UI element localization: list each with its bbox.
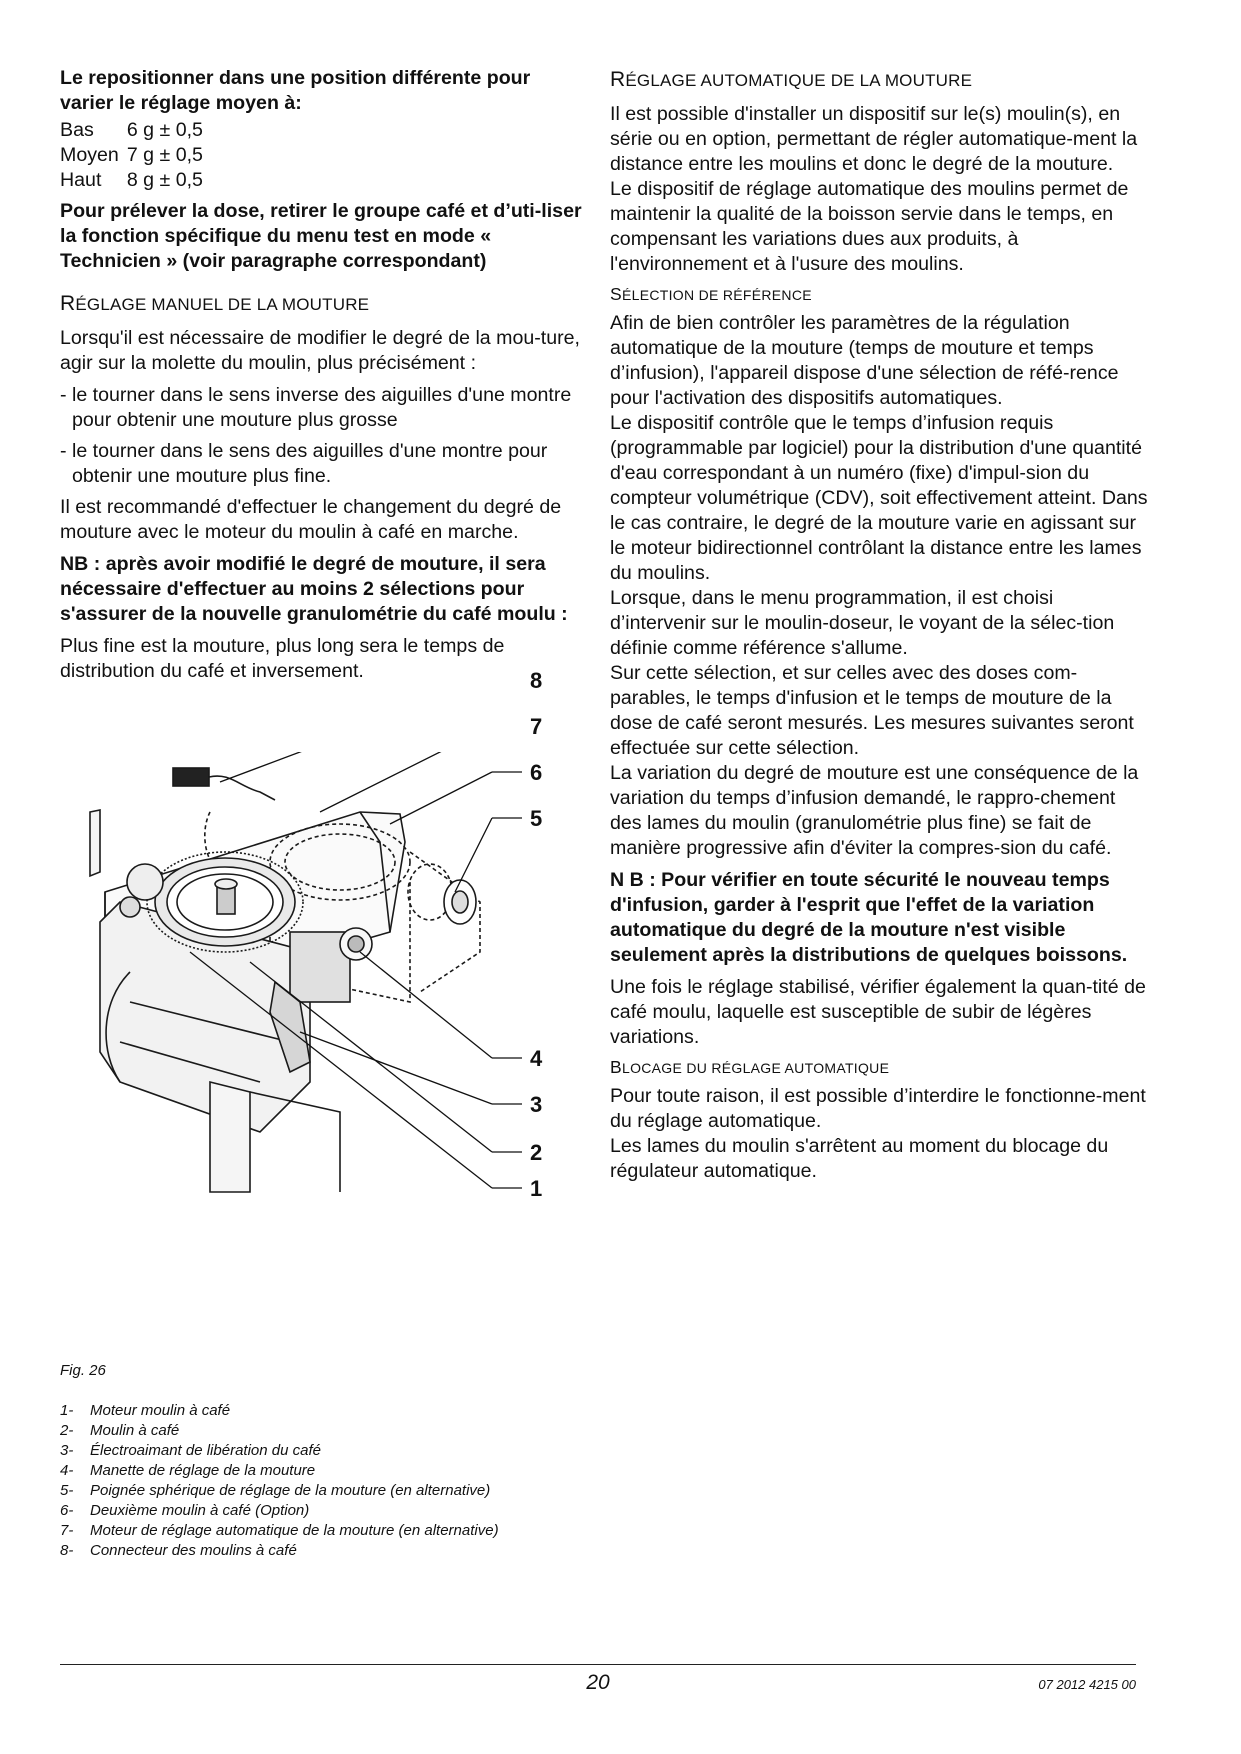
sel-p4: Sur cette sélection, et sur celles avec des doses com-parables, le temps d'infusion et le temps de mouture de la dose de café seront mesurés. Les mesures suivantes seront effectuée sur cette sélection. — [610, 662, 1134, 759]
dose-bold: Pour prélever la dose, retirer le groupe café et d’uti-liser la fonction spécifique du menu test en mode « Technicien » (voir paragraphe correspondant) — [60, 200, 582, 272]
weights-table — [60, 118, 211, 193]
callout-6: 6 — [530, 760, 543, 785]
auto-p2: Le dispositif de réglage automatique des moulins permet de maintenir la qualité de la boisson servie dans le temps, en compensant les variations dues aux produits, à l'environnement et à l'usure des moulins. — [610, 178, 1129, 275]
legend-item: 4- Manette de réglage de la mouture — [60, 1462, 316, 1479]
manual-heading: RÉGLAGE MANUEL DE LA MOUTURE — [60, 292, 370, 315]
stable-text: Une fois le réglage stabilisé, vérifier également la quan-tité de café moulu, laquelle est susceptible de subir de légères variations. — [610, 976, 1146, 1048]
sel-p1: Afin de bien contrôler les paramètres de la régulation automatique de la mouture (temps de mouture et temps d’infusion), l'appareil dispose d'une sélection de réfé-rence pour l'activation des dispositifs automatiques. — [610, 312, 1119, 409]
auto-heading: RÉGLAGE AUTOMATIQUE DE LA MOUTURE — [610, 68, 973, 91]
legend-item: 7- Moteur de réglage automatique de la mouture (en alternative) — [60, 1522, 499, 1539]
page-number: 20 — [586, 1671, 610, 1694]
callout-labels — [60, 652, 580, 1242]
document-reference: 07 2012 4215 00 — [1038, 1677, 1136, 1692]
block-p1: Pour toute raison, il est possible d’interdire le fonctionne-ment du réglage automatique. — [610, 1085, 1146, 1132]
callout-8: 8 — [530, 668, 543, 693]
page-footer — [60, 1664, 1136, 1694]
recommend-text: Il est recommandé d'effectuer le changement du degré de mouture avec le moteur du moulin à café en marche. — [60, 496, 562, 543]
callout-3: 3 — [530, 1092, 543, 1117]
finer-text: Plus fine est la mouture, plus long sera le temps de distribution du café et inversement. — [60, 635, 505, 682]
sel-p3: Lorsque, dans le menu programmation, il est choisi d’intervenir sur le moulin-doseur, le voyant de la sélec-tion définie comme référence s'allume. — [610, 587, 1115, 659]
left-column — [60, 66, 582, 684]
intro-bold: Le repositionner dans une position différente pour varier le réglage moyen à: — [60, 67, 531, 114]
right-column — [610, 66, 1150, 1184]
legend-item: 3- Électroaimant de libération du café — [60, 1442, 321, 1459]
callout-7: 7 — [530, 714, 543, 739]
legend-item: 2- Moulin à café — [60, 1422, 180, 1439]
weight-row: Bas 6 g ± 0,5 — [60, 119, 203, 141]
grinder-figure — [60, 668, 580, 1342]
auto-p1: Il est possible d'installer un dispositif sur le(s) moulin(s), en série ou en option, permettant de régler automatique-ment la distance entre les moulins et donc le degré de la mouture. — [610, 103, 1138, 175]
legend-item: 1- Moteur moulin à café — [60, 1402, 231, 1419]
nb-bold-right: N B : Pour vérifier en toute sécurité le nouveau temps d'infusion, garder à l'esprit que l'effet de la variation automatique du degré de la mouture n'est visible seulement après la distributions de quelques boissons. — [610, 869, 1128, 966]
callout-4: 4 — [530, 1046, 543, 1071]
sel-p2: Le dispositif contrôle que le temps d’infusion requis (programmable par logiciel) pour la distribution d'une quantité d'eau correspondant à un numéro (fixe) d'impul-sion du compteur volumétrique (CDV), soit effectivement atteint. Dans le cas contraire, le degré de la mouture varie en agissant sur le moteur bidirectionnel contrôlant la distance entre les lames du moulins. — [610, 412, 1148, 584]
figure-title: Fig. 26 — [60, 1362, 106, 1379]
sel-p5: La variation du degré de mouture est une conséquence de la variation du temps d’infusion demandé, le rappro-chement des lames du moulin (granulométrie plus fine) se fait de manière progressive afin d'éviter la compres-sion du café. — [610, 762, 1139, 859]
nb-bold: NB : après avoir modifié le degré de mouture, il sera nécessaire d'effectuer au moins 2 sélections pour s'assurer de la nouvelle granulométrie du café moulu : — [60, 553, 568, 625]
block-p2: Les lames du moulin s'arrêtent au moment du blocage du régulateur automatique. — [610, 1135, 1109, 1182]
legend-item: 8- Connecteur des moulins à café — [60, 1542, 297, 1559]
bullet-counterclockwise: - le tourner dans le sens inverse des aiguilles d'une montre pour obtenir une mouture plus grosse — [60, 384, 572, 431]
bullet-clockwise: - le tourner dans le sens des aiguilles d'une montre pour obtenir une mouture plus fine. — [60, 440, 548, 487]
legend-item: 6- Deuxième moulin à café (Option) — [60, 1502, 310, 1519]
selection-heading: SÉLECTION DE RÉFÉRENCE — [610, 284, 812, 304]
manual-bullets — [60, 383, 582, 489]
callout-2: 2 — [530, 1140, 543, 1165]
block-heading: BLOCAGE DU RÉGLAGE AUTOMATIQUE — [610, 1057, 890, 1077]
weight-row: Moyen 7 g ± 0,5 — [60, 144, 203, 166]
manual-intro: Lorsqu'il est nécessaire de modifier le degré de la mou-ture, agir sur la molette du moulin, plus précisément : — [60, 327, 580, 374]
legend-item: 5- Poignée sphérique de réglage de la mouture (en alternative) — [60, 1482, 491, 1499]
weight-row: Haut 8 g ± 0,5 — [60, 169, 203, 191]
figure-caption — [60, 1362, 620, 1561]
callout-1: 1 — [530, 1176, 543, 1201]
figure-legend — [60, 1401, 620, 1561]
callout-5: 5 — [530, 806, 543, 831]
